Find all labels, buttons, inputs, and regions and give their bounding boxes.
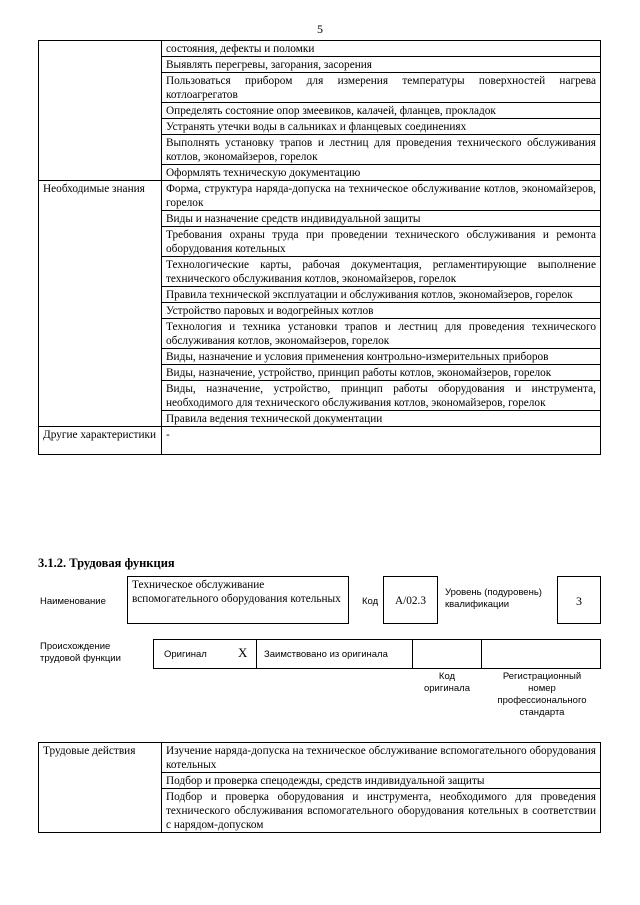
other-value: - xyxy=(162,427,601,455)
knowledge-cell: Правила ведения технической документации xyxy=(162,411,601,427)
knowledge-cell: Форма, структура наряда-допуска на техническое обслуживание котлов, экономайзеров, горелок xyxy=(162,181,601,211)
divider xyxy=(412,639,413,669)
knowledge-cell: Виды, назначение, устройство, принцип работы котлов, экономайзеров, горелок xyxy=(162,365,601,381)
borrowed-label: Заимствовано из оригинала xyxy=(264,649,388,660)
origin-label: Происхождение трудовой функции xyxy=(40,641,121,664)
action-cell: Подбор и проверка спецодежды, средств индивидуальной защиты xyxy=(162,773,601,789)
actions-table xyxy=(38,742,601,833)
skill-cell: Устранять утечки воды в сальниках и фланцевых соединениях xyxy=(162,119,601,135)
table-label-cell-empty xyxy=(39,41,162,181)
section-title: 3.1.2. Трудовая функция xyxy=(38,556,175,570)
knowledge-cell: Виды и назначение средств индивидуальной защиты xyxy=(162,211,601,227)
table-row xyxy=(39,743,601,773)
skill-cell: Выявлять перегревы, загорания, засорения xyxy=(162,57,601,73)
knowledge-cell: Требования охраны труда при проведении технического обслуживания и ремонта оборудования котельных xyxy=(162,227,601,257)
skill-cell: Определять состояние опор змеевиков, калачей, фланцев, прокладок xyxy=(162,103,601,119)
divider xyxy=(481,639,482,669)
knowledge-cell: Технологические карты, рабочая документация, регламентирующие выполнение технического обслуживания котлов, экономайзеров, горелок xyxy=(162,257,601,287)
name-label: Наименование xyxy=(40,596,106,607)
knowledge-cell: Правила технической эксплуатации и обслуживания котлов, экономайзеров, горелок xyxy=(162,287,601,303)
knowledge-cell: Виды, назначение, устройство, принцип работы оборудования и инструмента, необходимого для технического обслуживания котлов, экономайзеров, горелок xyxy=(162,381,601,411)
knowledge-cell: Технология и техника установки трапов и лестниц для проведения технического обслуживания котлов, экономайзеров, горелок xyxy=(162,319,601,349)
table-row xyxy=(39,41,601,57)
original-mark: X xyxy=(238,645,248,660)
divider xyxy=(256,639,257,669)
knowledge-label: Необходимые знания xyxy=(39,181,162,427)
skill-cell: Пользоваться прибором для измерения температуры поверхностей нагрева котлоагрегатов xyxy=(162,73,601,103)
reg-number-caption: Регистрационный номер профессионального стандарта xyxy=(497,671,587,718)
competency-table xyxy=(38,40,601,455)
action-cell: Подбор и проверка оборудования и инструмента, необходимого для проведения технического обслуживания вспомогательного оборудования котельных в соответствии с нарядом-допуском xyxy=(162,789,601,833)
knowledge-cell: Устройство паровых и водогрейных котлов xyxy=(162,303,601,319)
other-label: Другие характеристики xyxy=(39,427,162,455)
code-original-caption: Код оригинала xyxy=(423,671,470,694)
level-label: Уровень (подуровень) квалификации xyxy=(445,587,542,610)
original-label: Оригинал xyxy=(164,649,207,660)
skill-cell: состояния, дефекты и поломки xyxy=(162,41,601,57)
table-row xyxy=(39,427,601,455)
table-row xyxy=(39,181,601,211)
level-value: 3 xyxy=(557,576,601,624)
skill-cell: Выполнять установку трапов и лестниц для проведения технического обслуживания котлов, экономайзеров, горелок xyxy=(162,135,601,165)
skill-cell: Оформлять техническую документацию xyxy=(162,165,601,181)
knowledge-cell: Виды, назначение и условия применения контрольно-измерительных приборов xyxy=(162,349,601,365)
page-number: 5 xyxy=(317,22,323,36)
action-cell: Изучение наряда-допуска на техническое обслуживание вспомогательного оборудования котельных xyxy=(162,743,601,773)
code-value: А/02.3 xyxy=(383,576,438,624)
function-name-box: Техническое обслуживание вспомогательного оборудования котельных xyxy=(127,576,349,624)
code-label: Код xyxy=(362,596,379,607)
actions-label: Трудовые действия xyxy=(39,743,162,833)
